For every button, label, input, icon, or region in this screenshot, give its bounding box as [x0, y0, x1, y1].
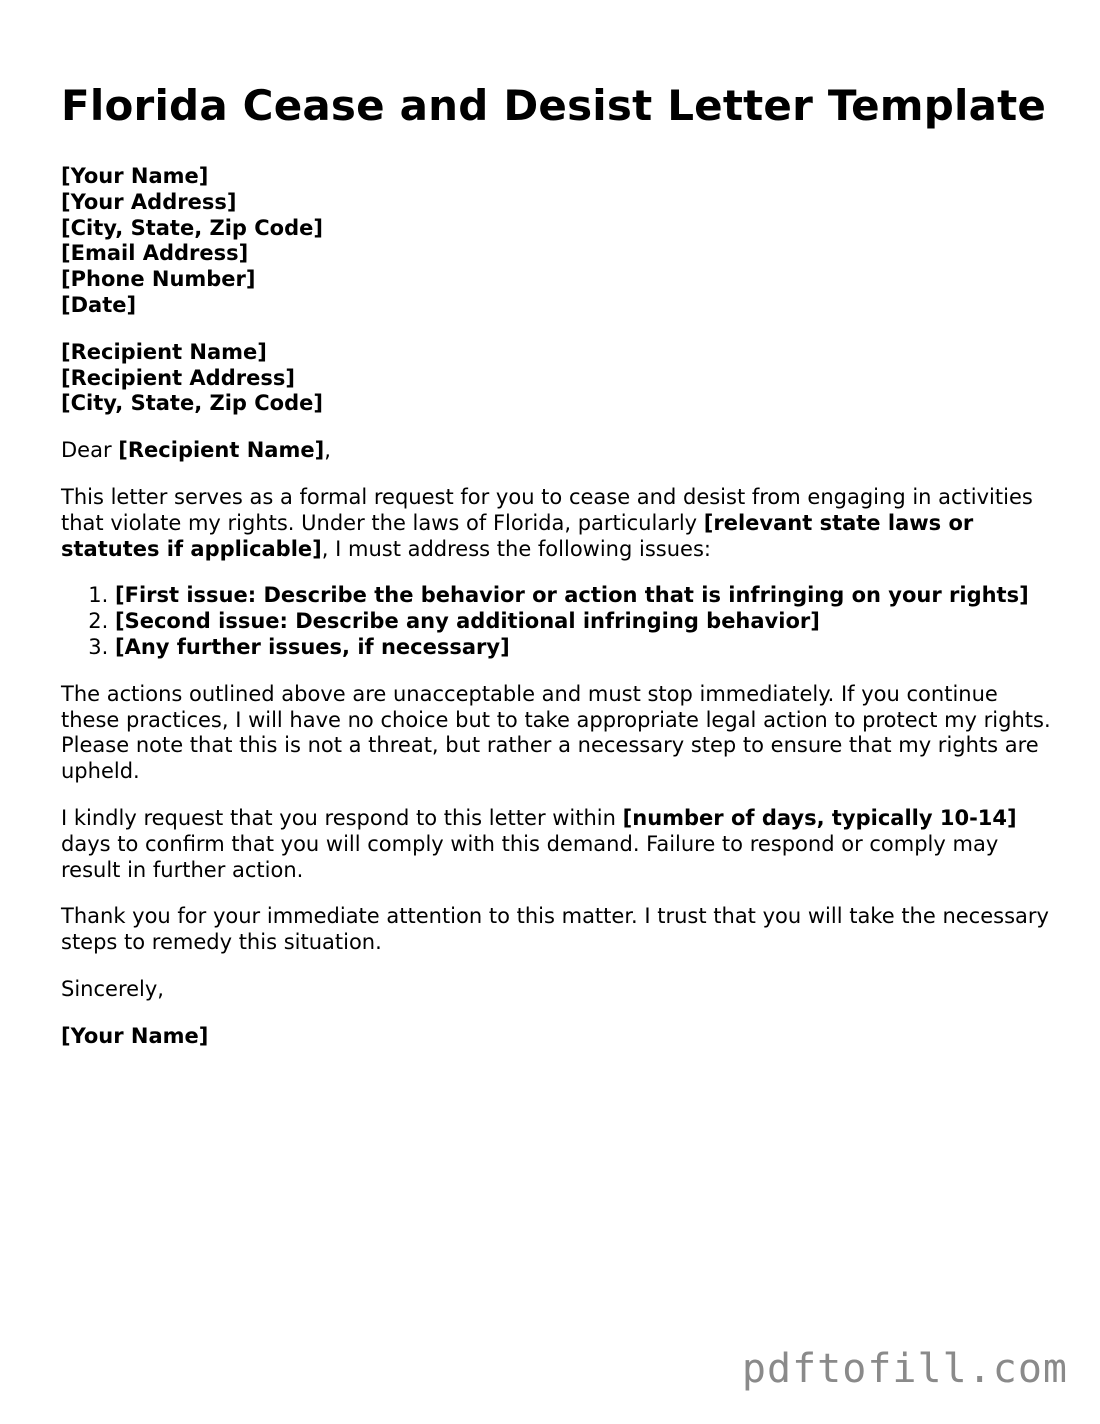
warning-paragraph: The actions outlined above are unacceptable and must stop immediately. If you continue these practices, I will have no choice but to take appropriate legal action to protect my rights. Please note that this is not a threat, but rather a necessary step to ensure that my rights are upheld. — [61, 681, 1051, 784]
sender-name: [Your Name] — [61, 164, 209, 188]
salutation — [61, 438, 1051, 464]
intro-text-after: , I must address the following issues: — [321, 536, 711, 561]
sender-address: [Your Address] — [61, 189, 237, 214]
closing: Sincerely, — [61, 976, 164, 1001]
watermark: pdftofill.com — [741, 1346, 1068, 1392]
recipient-name: [Recipient Name] — [61, 339, 267, 364]
recipient-block — [61, 340, 1051, 417]
letter-date: [Date] — [61, 292, 137, 317]
sender-phone: [Phone Number] — [61, 267, 256, 292]
letter-page — [61, 80, 1051, 1050]
sender-email: [Email Address] — [61, 241, 249, 266]
list-item: 3. [Any further issues, if necessary] — [115, 635, 1051, 661]
thanks-paragraph: Thank you for your immediate attention to this matter. I trust that you will take the necessary steps to remedy this situation. — [61, 904, 1049, 955]
sender-city-state-zip: [City, State, Zip Code] — [61, 215, 323, 240]
page-title: Florida Cease and Desist Letter Template — [61, 81, 1047, 130]
intro-text-before: This letter serves as a formal request for you to cease and desist from engaging in activities that violate my rights. Under the laws of Florida, particularly — [61, 484, 1033, 535]
signature: [Your Name] — [61, 1023, 209, 1048]
sender-block — [61, 164, 1051, 319]
recipient-address: [Recipient Address] — [61, 365, 295, 390]
request-days: [number of days, typically 10-14] — [622, 805, 1017, 830]
request-text-after: days to confirm that you will comply with this demand. Failure to respond or comply may result in further action. — [61, 831, 999, 882]
recipient-city-state-zip: [City, State, Zip Code] — [61, 391, 323, 416]
salutation-suffix: , — [324, 438, 331, 463]
intro-paragraph — [61, 485, 1051, 562]
salutation-name: [Recipient Name] — [118, 438, 325, 463]
salutation-prefix: Dear — [61, 438, 119, 463]
intro-statutes: [relevant state laws or statutes if applicable] — [61, 510, 974, 561]
request-paragraph — [61, 806, 1051, 883]
request-text-before: I kindly request that you respond to this letter within — [61, 805, 623, 830]
list-item: 1. [First issue: Describe the behavior or action that is infringing on your rights] — [115, 583, 1051, 609]
list-item: 2. [Second issue: Describe any additional infringing behavior] — [115, 609, 1051, 635]
issues-list — [61, 583, 1051, 660]
